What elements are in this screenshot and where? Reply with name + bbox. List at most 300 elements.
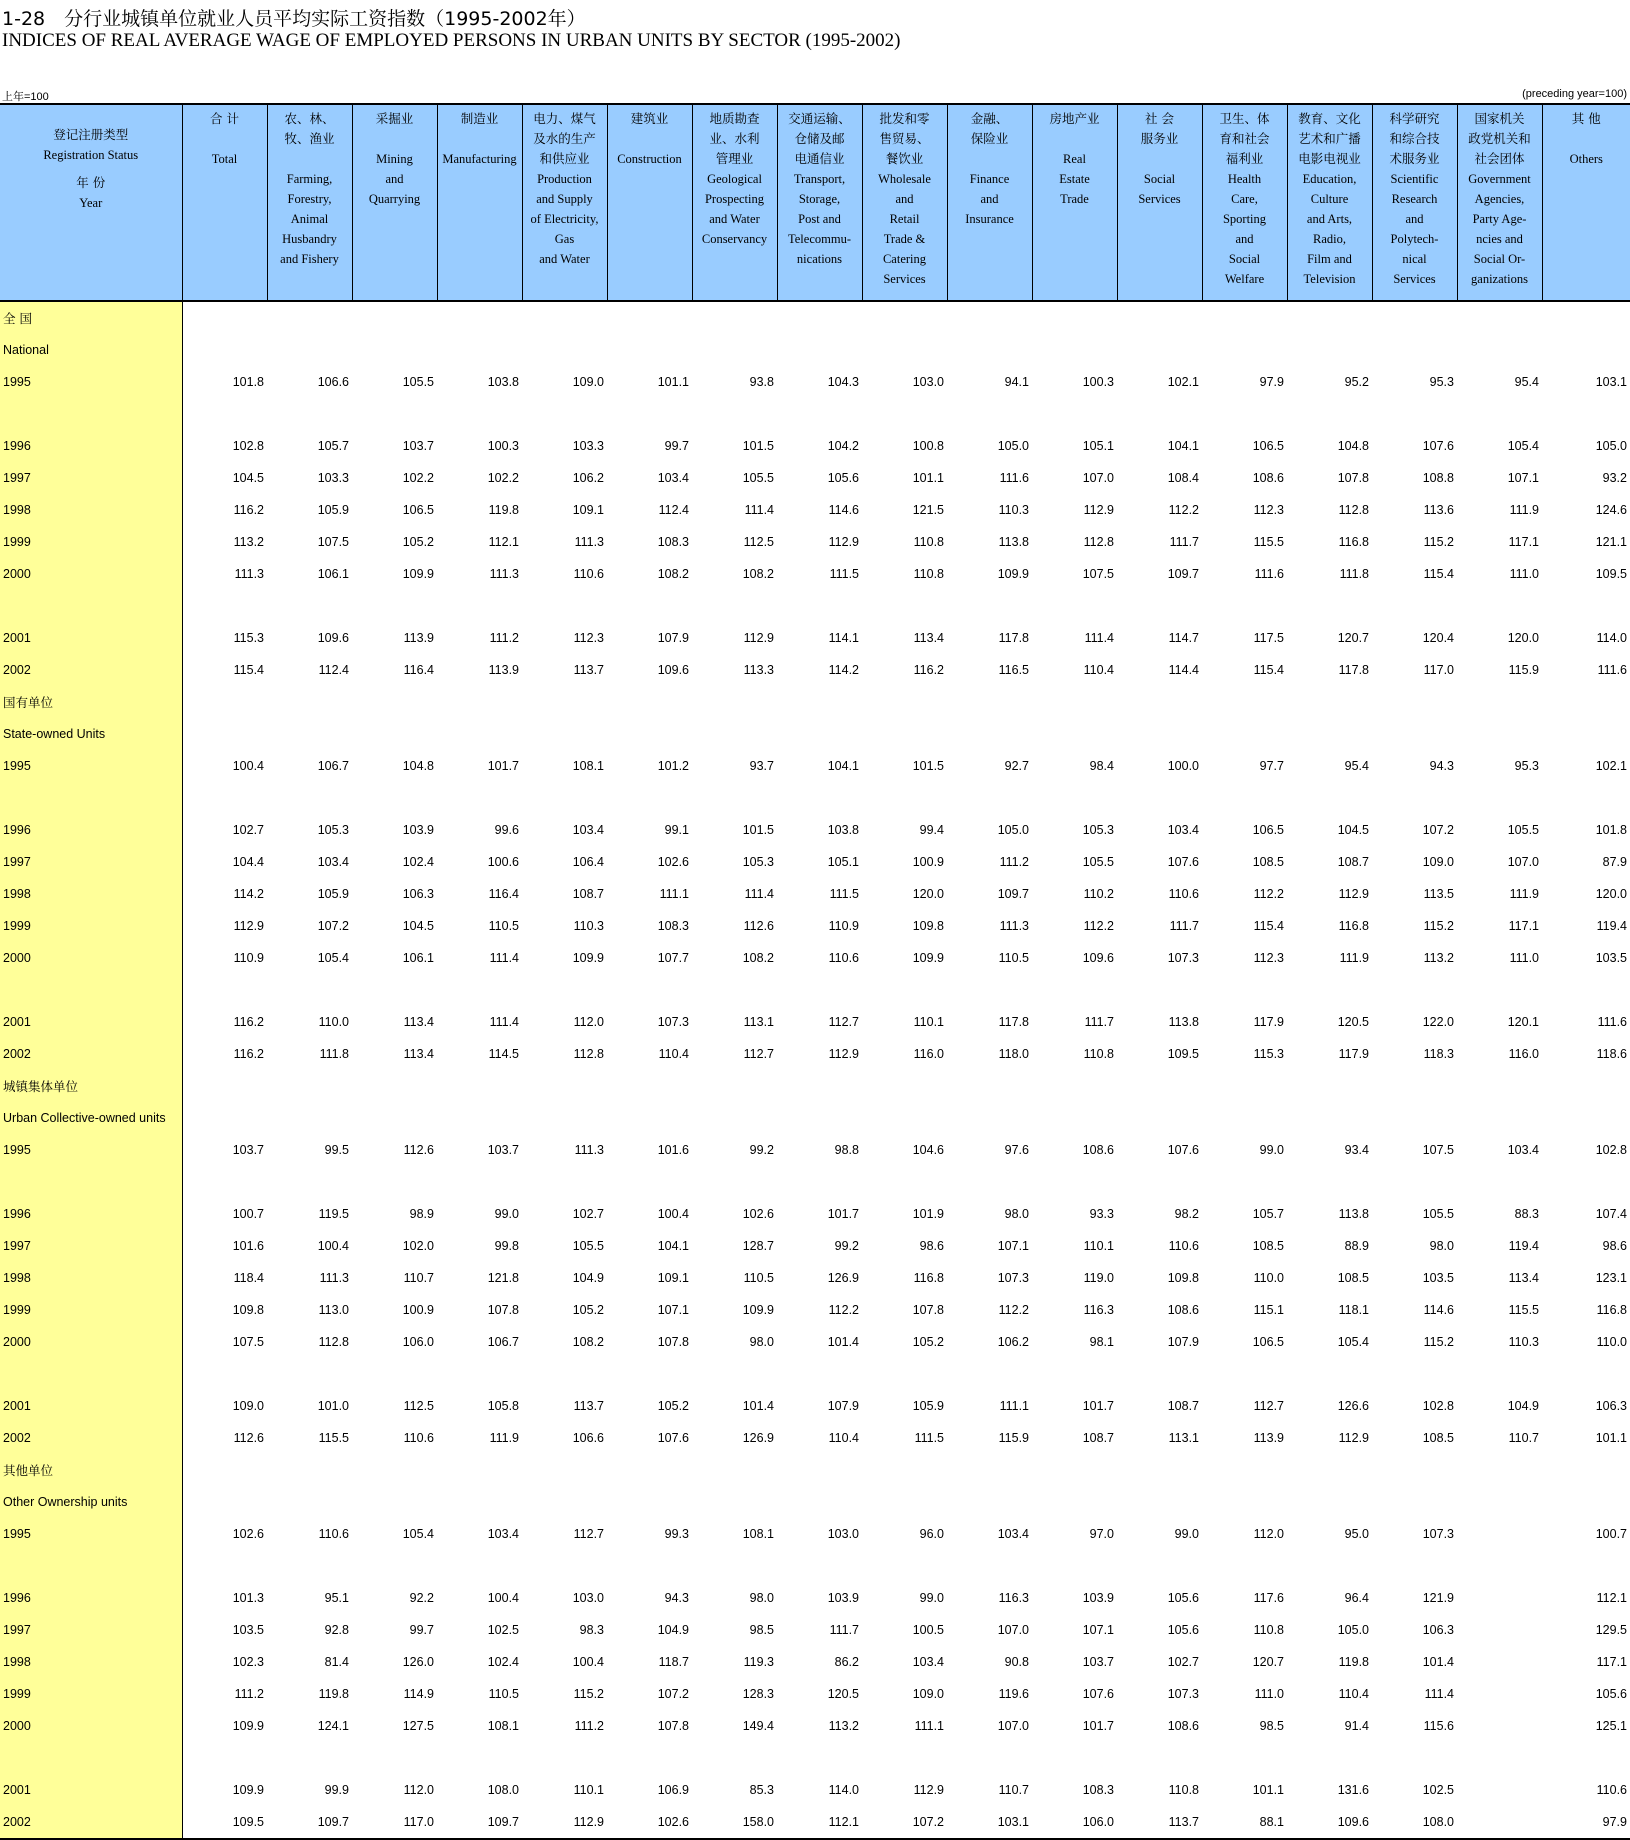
value-cell: 114.1 [828, 631, 859, 645]
empty-cell [352, 1070, 437, 1102]
empty-cell [1457, 718, 1542, 750]
value-cell: 109.6 [1287, 1806, 1372, 1839]
column-header-en: Production and Supply of Electricity, Gas and Water [530, 172, 599, 266]
empty-cell [1117, 1742, 1202, 1774]
empty-cell [267, 1166, 352, 1198]
year-cell: 2002 [0, 1422, 182, 1454]
table-row [0, 1582, 1630, 1614]
value-cell: 100.4 [317, 1239, 349, 1253]
empty-cell [777, 1454, 862, 1486]
value-cell: 106.6 [317, 375, 349, 389]
value-cell: 103.8 [827, 823, 859, 837]
empty-cell [777, 1742, 862, 1774]
value-cell: 98.0 [749, 1335, 774, 1349]
value-cell: 103.8 [487, 375, 519, 389]
year-cell: 1999 [0, 1294, 182, 1326]
empty-cell [1372, 1358, 1457, 1390]
empty-cell [1287, 974, 1372, 1006]
empty-cell [437, 334, 522, 366]
empty-cell [1542, 1102, 1630, 1134]
section-title-cn-label: 其他单位 [0, 1454, 182, 1486]
value-cell: 104.8 [402, 759, 434, 773]
year-cell: 1998 [0, 1262, 182, 1294]
empty-cell [1542, 334, 1630, 366]
value-cell: 112.8 [573, 1047, 604, 1061]
value-cell: 107.5 [1422, 1143, 1454, 1157]
year-cell: 2001 [0, 622, 182, 654]
empty-cell [1117, 398, 1202, 430]
empty-cell [1457, 398, 1542, 430]
value-cell: 124.1 [317, 1719, 349, 1733]
column-header-en: Education, Culture and Arts, Radio, Film and Television [1302, 172, 1357, 286]
empty-cell [777, 974, 862, 1006]
empty-cell [437, 1550, 522, 1582]
value-cell: 110.1 [913, 1015, 944, 1029]
value-cell: 111.4 [489, 951, 519, 965]
value-cell: 110.8 [1253, 1623, 1284, 1637]
empty-cell [1372, 718, 1457, 750]
column-header-cn: 其 他 [1571, 111, 1601, 126]
value-cell: 110.6 [1168, 1239, 1199, 1253]
value-cell: 110.6 [318, 1527, 349, 1541]
value-cell: 99.7 [409, 1623, 434, 1637]
value-cell: 114.9 [403, 1687, 434, 1701]
spacer-row-label [0, 974, 182, 1006]
value-cell: 108.1 [487, 1719, 519, 1733]
column-header-cn: 房地产业 [1049, 111, 1100, 126]
value-cell: 95.3 [1514, 759, 1539, 773]
value-cell: 106.3 [402, 887, 434, 901]
empty-cell [1542, 1742, 1630, 1774]
empty-cell [267, 334, 352, 366]
value-cell: 102.8 [1422, 1399, 1454, 1413]
empty-cell [692, 686, 777, 718]
value-cell: 112.2 [1168, 503, 1199, 517]
value-cell: 105.1 [827, 855, 859, 869]
value-cell: 106.5 [1252, 439, 1284, 453]
spacer-row [0, 782, 1630, 814]
value-cell: 101.1 [1595, 1431, 1627, 1445]
value-cell: 105.5 [1507, 823, 1539, 837]
value-cell: 116.8 [1596, 1303, 1627, 1317]
year-cell: 1996 [0, 1582, 182, 1614]
value-cell: 98.4 [1089, 759, 1114, 773]
empty-cell [1032, 334, 1117, 366]
value-cell: 108.0 [487, 1783, 519, 1797]
empty-cell [1372, 686, 1457, 718]
value-cell: 119.0 [1083, 1271, 1114, 1285]
value-cell: 107.5 [317, 535, 349, 549]
value-cell: 112.1 [777, 1806, 862, 1839]
value-cell: 105.5 [402, 375, 434, 389]
column-header-en: Others [1569, 152, 1603, 166]
column-header-en: Real Estate Trade [1059, 152, 1090, 206]
empty-cell [1032, 398, 1117, 430]
empty-cell [522, 1550, 607, 1582]
value-cell: 113.4 [403, 1047, 434, 1061]
value-cell: 110.9 [233, 951, 264, 965]
value-cell: 107.7 [657, 951, 689, 965]
column-header-cn: 批发和零 售贸易、 餐饮业 [879, 111, 930, 166]
value-cell: 99.8 [494, 1239, 519, 1253]
empty-cell [1457, 590, 1542, 622]
value-cell: 125.1 [1595, 1719, 1627, 1733]
empty-cell [1542, 1550, 1630, 1582]
value-cell: 92.2 [409, 1591, 434, 1605]
value-cell: 93.2 [1602, 471, 1627, 485]
empty-cell [437, 301, 522, 334]
value-cell: 121.5 [912, 503, 944, 517]
column-header-spacer [609, 129, 691, 149]
section-title-en [0, 718, 1630, 750]
value-cell: 101.6 [232, 1239, 264, 1253]
value-cell: 111.2 [234, 1687, 264, 1701]
empty-cell [1202, 718, 1287, 750]
empty-cell [182, 974, 267, 1006]
column-header-cn: 采掘业 [375, 111, 414, 126]
value-cell: 113.7 [573, 663, 604, 677]
value-cell: 100.7 [232, 1207, 264, 1221]
value-cell: 110.0 [1253, 1271, 1284, 1285]
value-cell: 93.4 [1344, 1143, 1369, 1157]
value-cell: 126.6 [1337, 1399, 1369, 1413]
value-cell: 105.5 [1422, 1207, 1454, 1221]
empty-cell [1117, 1358, 1202, 1390]
value-cell: 116.2 [233, 503, 264, 517]
table-row [0, 1038, 1630, 1070]
value-cell: 111.7 [829, 1623, 859, 1637]
empty-cell [1032, 1358, 1117, 1390]
empty-cell [1372, 782, 1457, 814]
value-cell: 118.4 [233, 1271, 264, 1285]
value-cell: 105.0 [997, 439, 1029, 453]
stub-header-year-en: Year [79, 196, 103, 210]
value-cell: 104.9 [572, 1271, 604, 1285]
value-cell: 112.5 [403, 1399, 434, 1413]
empty-cell [1202, 590, 1287, 622]
year-cell: 1999 [0, 1678, 182, 1710]
year-cell: 1995 [0, 1518, 182, 1550]
value-cell: 112.2 [1253, 887, 1284, 901]
value-cell: 107.3 [1167, 951, 1199, 965]
value-cell: 112.2 [828, 1303, 859, 1317]
value-cell: 103.7 [232, 1143, 264, 1157]
empty-cell [1372, 1486, 1457, 1518]
empty-cell [182, 1550, 267, 1582]
value-cell: 81.4 [324, 1655, 349, 1669]
empty-cell [1542, 398, 1630, 430]
empty-cell [692, 1358, 777, 1390]
empty-cell [352, 1550, 437, 1582]
column-header [607, 104, 692, 301]
empty-cell [777, 718, 862, 750]
empty-cell [267, 1454, 352, 1486]
value-cell: 110.1 [1083, 1239, 1114, 1253]
value-cell: 108.1 [572, 759, 604, 773]
value-cell: 109.8 [912, 919, 944, 933]
column-header-cn: 地质勘查 业、水利 管理业 [709, 111, 760, 166]
value-cell: 92.7 [1004, 759, 1029, 773]
empty-cell [607, 718, 692, 750]
value-cell: 127.5 [402, 1719, 434, 1733]
value-cell: 101.8 [232, 375, 264, 389]
value-cell: 111.4 [489, 1015, 519, 1029]
empty-cell [1287, 1454, 1372, 1486]
value-cell: 117.8 [998, 1015, 1029, 1029]
empty-cell [1202, 398, 1287, 430]
empty-cell [267, 301, 352, 334]
section-title-en-label: National [0, 334, 182, 366]
empty-cell [182, 782, 267, 814]
value-cell: 113.9 [1253, 1431, 1284, 1445]
value-cell: 106.1 [317, 567, 349, 581]
value-cell: 106.0 [1032, 1806, 1117, 1839]
value-cell: 102.8 [1595, 1143, 1627, 1157]
empty-cell [182, 1166, 267, 1198]
empty-cell [692, 974, 777, 1006]
value-cell: 101.5 [742, 823, 774, 837]
value-cell: 99.1 [664, 823, 689, 837]
empty-cell [1287, 1550, 1372, 1582]
value-cell: 112.2 [1083, 919, 1114, 933]
empty-cell [1202, 974, 1287, 1006]
empty-cell [607, 1486, 692, 1518]
value-cell [1457, 1614, 1542, 1646]
value-cell: 109.6 [317, 631, 349, 645]
value-cell: 110.6 [573, 567, 604, 581]
value-cell: 104.5 [232, 471, 264, 485]
empty-cell [182, 398, 267, 430]
value-cell: 86.2 [834, 1655, 859, 1669]
empty-cell [1032, 686, 1117, 718]
empty-cell [1457, 301, 1542, 334]
value-cell: 120.7 [1337, 631, 1369, 645]
value-cell: 102.3 [232, 1655, 264, 1669]
empty-cell [692, 1550, 777, 1582]
value-cell: 98.5 [749, 1623, 774, 1637]
empty-cell [1542, 782, 1630, 814]
value-cell: 119.3 [743, 1655, 774, 1669]
empty-cell [947, 1102, 1032, 1134]
value-cell: 100.4 [657, 1207, 689, 1221]
table-row [0, 526, 1630, 558]
empty-cell [1372, 1454, 1457, 1486]
spacer-row [0, 590, 1630, 622]
table-row [0, 878, 1630, 910]
value-cell: 115.3 [1253, 1047, 1284, 1061]
section-title-en-label: State-owned Units [0, 718, 182, 750]
value-cell: 117.9 [1253, 1015, 1284, 1029]
value-cell: 99.0 [919, 1591, 944, 1605]
value-cell: 105.1 [1082, 439, 1114, 453]
stub-header [0, 104, 182, 301]
value-cell: 110.5 [743, 1271, 774, 1285]
value-cell: 111.0 [1254, 1687, 1284, 1701]
column-header [267, 104, 352, 301]
value-cell: 107.1 [1507, 471, 1539, 485]
table-row [0, 1294, 1630, 1326]
value-cell: 111.2 [999, 855, 1029, 869]
value-cell: 101.8 [1595, 823, 1627, 837]
column-header [182, 104, 267, 301]
empty-cell [182, 1742, 267, 1774]
empty-cell [777, 334, 862, 366]
empty-cell [1202, 1070, 1287, 1102]
empty-cell [1117, 718, 1202, 750]
value-cell: 103.3 [317, 471, 349, 485]
column-header-cn: 制造业 [460, 111, 499, 126]
value-cell: 118.7 [658, 1655, 689, 1669]
year-cell: 2000 [0, 558, 182, 590]
value-cell: 115.2 [1423, 1335, 1454, 1349]
value-cell: 102.6 [742, 1207, 774, 1221]
value-cell: 103.7 [487, 1143, 519, 1157]
value-cell: 120.5 [1337, 1015, 1369, 1029]
value-cell: 102.6 [657, 855, 689, 869]
empty-cell [947, 590, 1032, 622]
value-cell: 109.0 [232, 1399, 264, 1413]
empty-cell [522, 782, 607, 814]
value-cell: 105.9 [317, 887, 349, 901]
empty-cell [1372, 1070, 1457, 1102]
value-cell: 112.6 [743, 919, 774, 933]
value-cell [1457, 1646, 1542, 1678]
empty-cell [522, 398, 607, 430]
value-cell: 116.3 [1083, 1303, 1114, 1317]
value-cell: 107.8 [1337, 471, 1369, 485]
value-cell: 116.5 [998, 663, 1029, 677]
value-cell: 108.2 [572, 1335, 604, 1349]
value-cell: 123.1 [1595, 1271, 1627, 1285]
value-cell: 107.2 [657, 1687, 689, 1701]
value-cell: 107.6 [657, 1431, 689, 1445]
empty-cell [267, 1486, 352, 1518]
value-cell: 85.3 [749, 1783, 774, 1797]
value-cell: 112.9 [1083, 503, 1114, 517]
value-cell: 111.0 [1509, 951, 1539, 965]
empty-cell [267, 686, 352, 718]
empty-cell [607, 974, 692, 1006]
value-cell: 105.3 [1082, 823, 1114, 837]
value-cell: 117.5 [1253, 631, 1284, 645]
value-cell: 105.6 [1167, 1591, 1199, 1605]
year-cell: 2000 [0, 942, 182, 974]
value-cell: 111.7 [1084, 1015, 1114, 1029]
value-cell: 119.5 [318, 1207, 349, 1221]
value-cell: 117.9 [1338, 1047, 1369, 1061]
empty-cell [1542, 686, 1630, 718]
year-cell: 1995 [0, 366, 182, 398]
empty-cell [1542, 1454, 1630, 1486]
value-cell: 111.3 [319, 1271, 349, 1285]
value-cell: 105.6 [1595, 1687, 1627, 1701]
value-cell: 115.3 [233, 631, 264, 645]
spacer-row [0, 974, 1630, 1006]
value-cell: 111.4 [744, 503, 774, 517]
empty-cell [862, 1742, 947, 1774]
value-cell: 103.7 [1082, 1655, 1114, 1669]
value-cell: 112.3 [1253, 951, 1284, 965]
value-cell: 103.1 [1595, 375, 1627, 389]
value-cell: 103.5 [1422, 1271, 1454, 1285]
table-row [0, 366, 1630, 398]
empty-cell [947, 301, 1032, 334]
column-header [1117, 104, 1202, 301]
empty-cell [182, 1102, 267, 1134]
section-title-cn [0, 686, 1630, 718]
value-cell: 109.5 [1595, 567, 1627, 581]
spacer-row-label [0, 1358, 182, 1390]
section-title-en-label: Other Ownership units [0, 1486, 182, 1518]
empty-cell [1542, 1486, 1630, 1518]
empty-cell [1117, 1102, 1202, 1134]
value-cell: 110.3 [998, 503, 1029, 517]
value-cell: 105.5 [572, 1239, 604, 1253]
empty-cell [607, 1550, 692, 1582]
column-header-en: Construction [617, 152, 682, 166]
value-cell: 88.9 [1344, 1239, 1369, 1253]
section-title-cn [0, 1070, 1630, 1102]
value-cell: 113.0 [318, 1303, 349, 1317]
value-cell: 109.7 [997, 887, 1029, 901]
table-body [0, 301, 1630, 1839]
value-cell: 116.4 [403, 663, 434, 677]
value-cell: 107.3 [657, 1015, 689, 1029]
empty-cell [1542, 1358, 1630, 1390]
value-cell: 105.2 [912, 1335, 944, 1349]
empty-cell [1372, 301, 1457, 334]
value-cell: 106.3 [1595, 1399, 1627, 1413]
value-cell: 107.1 [657, 1303, 689, 1317]
empty-cell [1032, 1102, 1117, 1134]
value-cell: 112.6 [233, 1431, 264, 1445]
empty-cell [1287, 334, 1372, 366]
value-cell: 108.6 [1167, 1303, 1199, 1317]
value-cell: 111.2 [489, 631, 519, 645]
section-title-en [0, 334, 1630, 366]
empty-cell [862, 398, 947, 430]
value-cell: 101.7 [827, 1207, 859, 1221]
value-cell: 110.3 [573, 919, 604, 933]
table-row [0, 1518, 1630, 1550]
empty-cell [267, 782, 352, 814]
value-cell: 116.2 [913, 663, 944, 677]
value-cell: 108.2 [742, 567, 774, 581]
empty-cell [862, 1166, 947, 1198]
column-header [692, 104, 777, 301]
column-header-en: Farming, Forestry, Animal Husbandry and Fishery [280, 172, 339, 266]
value-cell: 100.4 [232, 759, 264, 773]
value-cell: 101.4 [827, 1335, 859, 1349]
value-cell: 103.4 [657, 471, 689, 485]
value-cell [1457, 1678, 1542, 1710]
value-cell: 111.8 [1339, 567, 1369, 581]
empty-cell [1117, 1550, 1202, 1582]
value-cell: 118.0 [998, 1047, 1029, 1061]
value-cell: 114.2 [233, 887, 264, 901]
value-cell: 105.8 [487, 1399, 519, 1413]
value-cell: 103.0 [572, 1591, 604, 1605]
column-header-cn: 卫生、体 育和社会 福利业 [1219, 111, 1270, 166]
empty-cell [267, 590, 352, 622]
empty-cell [947, 718, 1032, 750]
empty-cell [1542, 974, 1630, 1006]
table-row [0, 750, 1630, 782]
column-header-spacer [439, 129, 521, 149]
value-cell: 108.1 [742, 1527, 774, 1541]
spacer-row-label [0, 590, 182, 622]
value-cell: 114.4 [1168, 663, 1199, 677]
